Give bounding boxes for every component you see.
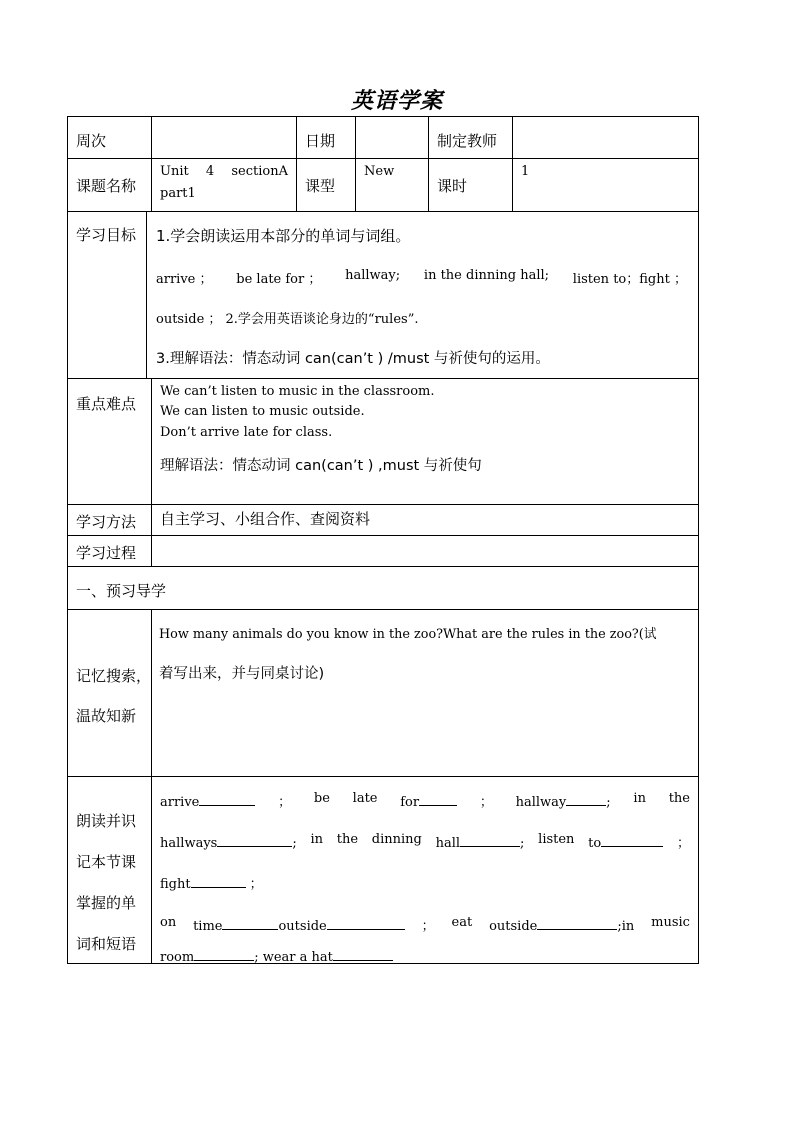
vocab-word: for — [400, 795, 420, 810]
answer-blank[interactable] — [222, 915, 278, 930]
memory-label-cell — [67, 609, 152, 777]
vocab-label-line: 词和短语 — [76, 935, 137, 953]
type-value-cell — [355, 158, 429, 212]
goals-word: arrive ； — [156, 272, 213, 287]
vocab-label-cell — [67, 776, 152, 964]
vocab-word: room — [160, 950, 195, 965]
vocab-word: listen — [538, 832, 575, 847]
vocab-word: hallway — [515, 795, 567, 810]
answer-blank[interactable] — [537, 915, 617, 930]
vocab-word: arrive — [160, 795, 200, 810]
vocab-row-3 — [160, 873, 263, 892]
method-value-cell — [151, 504, 699, 536]
vocab-word: ； — [249, 877, 263, 892]
vocab-word: the — [668, 791, 690, 806]
hours-value: 1 — [521, 164, 530, 179]
vocab-word: dinning — [371, 832, 422, 847]
date-value-cell[interactable] — [355, 116, 429, 159]
answer-blank[interactable] — [327, 915, 405, 930]
answer-blank[interactable] — [566, 791, 606, 806]
vocab-word: ； — [421, 919, 435, 934]
document-title: 英语学案 — [350, 89, 443, 114]
answer-blank[interactable] — [460, 832, 520, 847]
key-line-2: We can listen to music outside. — [160, 404, 365, 419]
vocab-content-cell — [151, 776, 699, 964]
section-heading: 一、预习导学 — [76, 582, 167, 600]
vocab-word: be — [313, 791, 330, 806]
goals-line-2 — [156, 268, 687, 287]
vocab-word: hallways — [160, 836, 218, 851]
key-line-3: Don’t arrive late for class. — [160, 425, 333, 440]
vocab-word: to — [588, 836, 602, 851]
vocab-word: outside — [489, 919, 538, 934]
vocab-word: time — [193, 919, 223, 934]
type-label-cell — [296, 158, 356, 212]
memory-line-2: 着写出来，并与同桌讨论) — [159, 666, 325, 682]
method-label-cell — [67, 504, 152, 536]
answer-blank[interactable] — [419, 791, 457, 806]
vocab-word: music — [651, 915, 690, 930]
vocab-word: in — [633, 791, 646, 806]
method-label: 学习方法 — [76, 513, 137, 531]
date-label-cell — [296, 116, 356, 159]
goals-word: be late for ； — [236, 272, 322, 287]
goals-content-cell — [146, 211, 699, 379]
topic-label: 课题名称 — [76, 177, 137, 195]
process-value-cell — [151, 535, 699, 567]
vocab-row-1 — [160, 791, 690, 810]
vocab-word: ; wear a hat — [254, 950, 333, 965]
vocab-label-line: 掌握的单 — [76, 894, 137, 912]
topic-section: sectionA — [231, 164, 288, 179]
key-line-4: 理解语法：情态动词 can(can’t ) ,must 与祈使句 — [160, 458, 482, 474]
vocab-word: in — [310, 832, 323, 847]
week-label: 周次 — [76, 132, 107, 150]
vocab-word: ; — [292, 836, 297, 851]
vocab-word: fight — [160, 877, 191, 892]
memory-line-1: How many animals do you know in the zoo?What are the rules in the zoo?(试 — [159, 627, 657, 642]
goals-label: 学习目标 — [76, 226, 137, 244]
process-label-cell — [67, 535, 152, 567]
vocab-row-2 — [160, 832, 690, 851]
vocab-row-4 — [160, 915, 690, 934]
topic-unit: Unit — [160, 164, 189, 179]
teacher-value-cell[interactable] — [512, 116, 699, 159]
hours-label: 课时 — [437, 177, 468, 195]
answer-blank[interactable] — [191, 873, 246, 888]
vocab-word: outside — [278, 919, 327, 934]
week-label-cell — [67, 116, 152, 159]
memory-label-line-1: 记忆搜索， — [76, 667, 152, 685]
week-value-cell[interactable] — [151, 116, 297, 159]
goals-word: hallway; — [345, 268, 401, 283]
section-heading-cell — [67, 566, 699, 610]
date-label: 日期 — [305, 132, 336, 150]
memory-label-line-2: 温故知新 — [76, 707, 137, 725]
topic-label-cell — [67, 158, 152, 212]
vocab-word: late — [352, 791, 378, 806]
method-value: 自主学习、小组合作、查阅资料 — [160, 510, 371, 528]
goals-word: listen to；fight ； — [572, 272, 687, 287]
vocab-word: ； — [479, 795, 493, 810]
answer-blank[interactable] — [601, 832, 663, 847]
vocab-word: eat — [451, 915, 473, 930]
answer-blank[interactable] — [217, 832, 292, 847]
topic-value-cell — [151, 158, 297, 212]
key-line-1: We can’t listen to music in the classroom. — [160, 384, 435, 399]
answer-blank[interactable] — [194, 946, 254, 961]
vocab-word: hall — [435, 836, 461, 851]
key-content-cell — [151, 378, 699, 505]
type-label: 课型 — [305, 177, 336, 195]
key-label-cell — [67, 378, 152, 505]
goals-line-1: 1.学会朗读运用本部分的单词与词组。 — [156, 227, 411, 245]
teacher-label-cell — [428, 116, 513, 159]
topic-line-2: part1 — [160, 186, 196, 201]
process-label: 学习过程 — [76, 544, 137, 562]
vocab-word: ； — [676, 836, 690, 851]
goals-line-4: 3.理解语法：情态动词 can(can’t ) /must 与祈使句的运用。 — [156, 351, 550, 367]
vocab-word: ; — [606, 795, 611, 810]
key-label: 重点难点 — [76, 395, 137, 413]
topic-line-1 — [160, 164, 288, 179]
topic-unit-number: 4 — [205, 164, 215, 179]
vocab-word: ； — [278, 795, 292, 810]
goals-word: in the dinning hall; — [423, 268, 550, 283]
goals-line-3: outside ； 2.学会用英语谈论身边的“rules”. — [156, 312, 419, 327]
goals-label-cell — [67, 211, 147, 379]
teacher-label: 制定教师 — [437, 132, 498, 150]
memory-content-cell — [151, 609, 699, 777]
vocab-word: on — [160, 915, 177, 930]
answer-blank[interactable] — [199, 791, 255, 806]
vocab-word: ;in — [617, 919, 635, 934]
hours-value-cell — [512, 158, 699, 212]
vocab-row-5 — [160, 946, 393, 965]
hours-label-cell — [428, 158, 513, 212]
type-value: New — [364, 164, 395, 179]
vocab-label-line: 记本节课 — [76, 853, 137, 871]
answer-blank[interactable] — [333, 946, 393, 961]
vocab-label-line: 朗读并识 — [76, 812, 137, 830]
vocab-word: the — [336, 832, 359, 847]
vocab-word: ; — [520, 836, 525, 851]
